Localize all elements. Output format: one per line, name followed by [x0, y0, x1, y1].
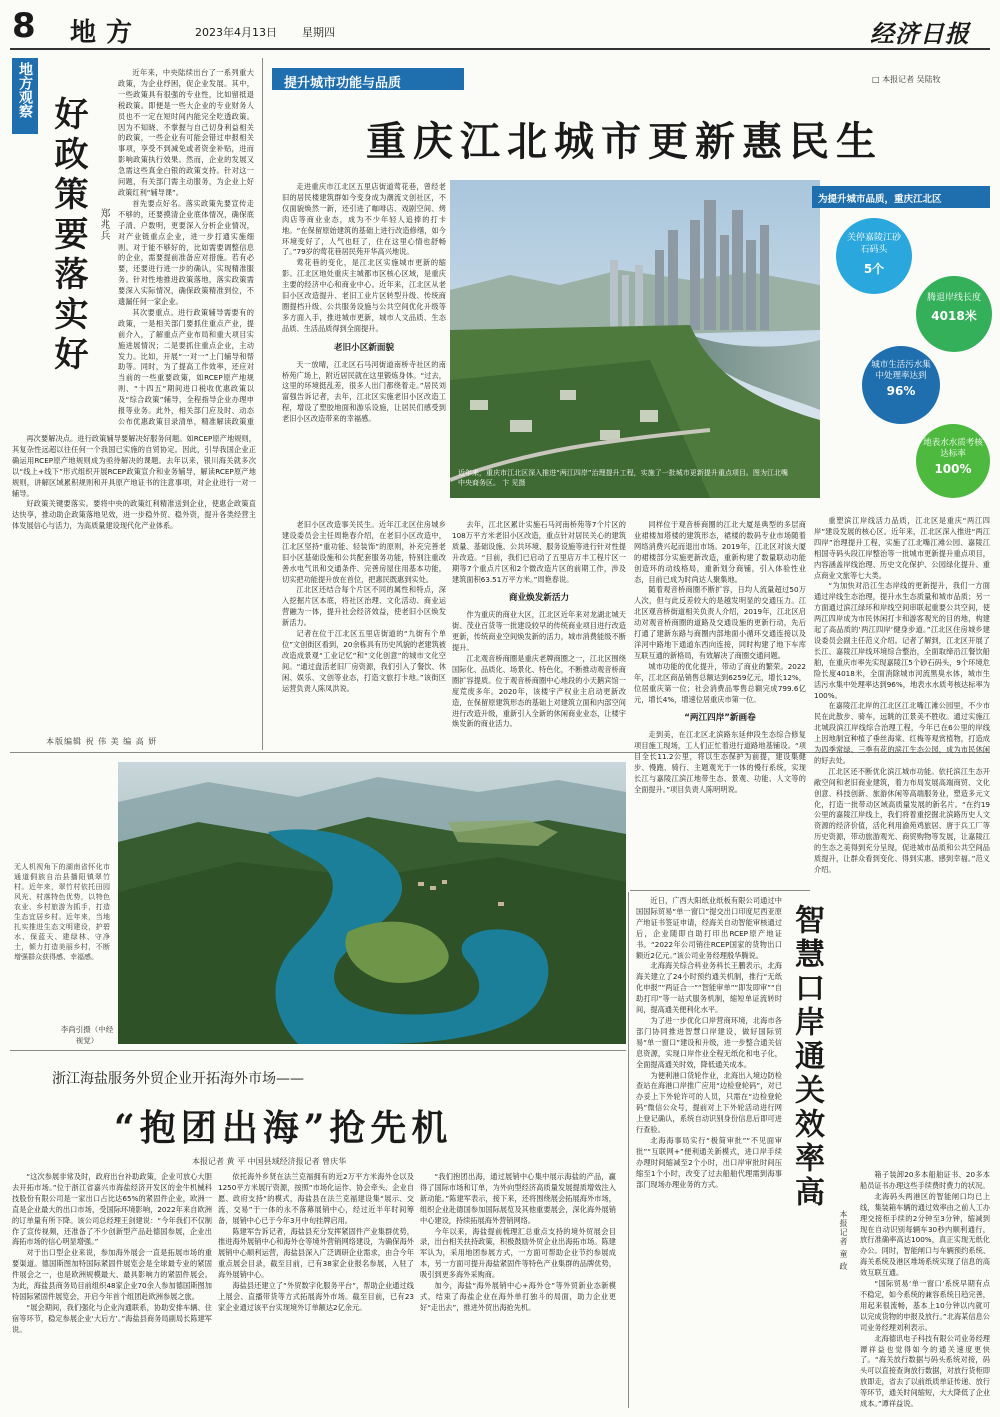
zhejiang-column-2 — [218, 1172, 414, 1408]
stat-bubble — [916, 276, 992, 352]
chongqing-column-4 — [814, 516, 990, 1162]
chongqing-paragraph: 老旧小区改造事关民生。近年江北区住房城乡建设委员会主任周艳春介绍，在老旧小区改造中，江北区坚持“重功能、轻装饰”的原则，补充完善老旧小区基础设施和公共配套服务功能，特别注重改善水电气讯和交通条件、完善房屋住用基本功能，切实把功能提升放在首位，把惠民既惠到实处。 — [282, 520, 446, 584]
zhejiang-paragraph: 依托海外乡贤在法兰克福拥有的近2万平方米海外仓以及1250平方米展厅资源，按照“市场化运作、协会牵头、企业自愿、政府支持”的模式，海盐县在法兰克福建设集“展示、交流、交易”于一体的永不落幕展销中心，经过近半年时间筹备，展销中心已于今年3月中旬挂牌启用。 — [218, 1172, 414, 1225]
chongqing-paragraph: 同样位于观音桥商圈的江北大厦是典型的多层商业裙楼加塔楼的建筑形态，裙楼的数码专业市场随着网络消费兴起而退出市场。2019年，江北区对该大厦的裙楼部分实施更新改造，重新构建了数量联动功能创造环的动线格局，重新划分商铺，引入体验性业态，目前已成为时尚达人聚集地。 — [634, 520, 806, 584]
zhejiang-paragraph: “我们抱团出海，通过展销中心集中展示海盐的产品，赢得了国际市场和订单，为外向型经济高质量发展提质增效注入新动能。”陈建军表示，接下来，还将围绕展会拓展海外市场，组织企业赴德国参加国际展览及其他重要展会，深化海外展销中心建设，持续拓展海外营销网络。 — [420, 1172, 616, 1225]
zhejiang-column-3 — [420, 1172, 616, 1408]
jiangbei-cityscape-photo — [450, 180, 820, 498]
masthead-logo: 经济日报 — [870, 19, 970, 48]
page-number: 8 — [12, 6, 36, 46]
commentary-author: 郑兆兵 — [98, 208, 109, 241]
chongqing-subhead: 老旧小区新面貌 — [333, 342, 395, 353]
commentary-paragraph: 近年来，中央陆续出台了一系列重大政策，为企业纾困，促企业发展。其中，一些政策具有很强的专业性，比如留抵退税政策。即便是一些大企业的专业财务人员也不一定在短时间内能完全吃透政策。因为不知晓、不掌握与自己切身利益相关的政策，一些企业有可能会错过申报相关事项，享受不到减免或者资金补贴，进而影响政策执行效果。然而，企业的发展又急需这些真金白银的政策支持。针对这一问题，有关部门需主动服务，为企业上好政策红利“辅导课”。 — [118, 68, 254, 197]
header-rule — [10, 48, 990, 50]
commentary-column-bottom — [12, 434, 256, 724]
chongqing-paragraph: 江北区还结合每个片区不同的属性和特点，深入挖掘片区本底，将社区治理、文化活动、商业运营融为一体，提升社会经济效益，使老旧小区焕发新活力。 — [282, 585, 446, 628]
chongqing-paragraph: 去年，江北区累计实施石马河南桥苑等7个片区的108万平方米老旧小区改造，重点针对居民关心的建筑质量、基础设施、公共环境、服务设施等进行针对性提升改造。“目前，我们已启动了五里店万丰工程片区一期等7个重点片区和2个微改造片区的前期工作，涉及建筑面积63.51万平方米。”周艳春说。 — [452, 520, 626, 584]
chongqing-paragraph: 江北区还不断优化滨江城市功能。依托滨江生态开敞空间和老旧商业建筑，着力布局发展高端商贸、文化创意、科技创新、旅游休闲等高端服务业，塑造多元文化，打造一批带动区域高质量发展的新名片。“在约19公里的嘉陵江岸线上，我们将着重挖掘北滨路历史人文资源的经济价值，活化利用渝苑鸡旅居、唐于兵工厂等历史资源，带动旅游观光、商贸购物等发展，让嘉陵江的生态之美得到充分呈现，促进城市品质和公共空间品质提升，让群众看到变化、得到实惠、感到幸福。”范义介绍。 — [814, 766, 990, 874]
editors-credit: 本版编辑 祝 伟 美 编 高 妍 — [46, 737, 158, 746]
smart-port-paragraph: 北海海事局实行“极简审批”“不见面审批”“互联网+”便利通关新模式，进口岸手续办理时间缩减至2个小时，出口岸审批时间压缩至1个小时，改变了过去船舶代理需到海事部门现场办理业务的方式。 — [636, 1135, 782, 1189]
commentary-paragraph: 再次要解决点。进行政策辅导要解决好服务问题。如RCEP原产地规则，其复杂性远超以往任何一个我国已实施的自贸协定。因此，引导我国企业正确运用RCEP原产地规则成为亟待解决的课题。去年以来，银川海关就多次以“线上+线下”形式组织开展RCEP政策宣介和业务辅导，解读RCEP原产地规则，讲解区域累积规则和开具原产地证书的注意事项，对企业进行一对一辅导。 — [12, 434, 256, 498]
infobox-title: 为提升城市品质，重庆江北区 — [818, 194, 942, 205]
chongqing-kicker-text: 提升城市功能与品质 — [284, 76, 402, 91]
zhejiang-right-divider — [628, 892, 629, 1408]
commentary-title: 好政策要落实好 — [48, 96, 88, 376]
chongqing-paragraph: 记者在位于江北区五里店街道的“九街有个单位”文创街区看到，20余栋具有历史风貌的老建筑被改造成景观“工业记忆”和“文化创意”的城市文化空间。“通过盘活老旧厂房资源，我们引入了餐饮、休闲、娱乐、文创等业态，打造文旅打卡地。”该街区运营负责人陈凤洪说。 — [282, 629, 446, 693]
smart-port-paragraph: “国际贸易‘单一窗口’系统早期有点不稳定，如今系统的兼容系统日趋完善，用起来很流畅，基本上10分钟以内就可以完成货物的申报及放行。”北海某信息公司业务经理刘利表示。 — [860, 1279, 990, 1332]
zhejiang-title: “抱团出海”抢先机 — [114, 1107, 453, 1149]
scenic-credit: 李尚引摄（中经视觉） — [60, 1025, 114, 1045]
scenic-bottom-rule — [10, 1050, 626, 1051]
chongqing-subhead: 商业焕发新活力 — [508, 593, 570, 604]
chongqing-paragraph: 走进重庆市江北区五里店街道莺花巷，曾经老旧的居民楼建筑群如今变身成为潮流文创社区，不仅面貌焕然一新，还引进了咖啡店、戏剧空间、烤肉店等商业业态，成为不少年轻人追捧的打卡地。“在保留原始建筑的基础上进行改造修缮，如今环境变好了，人气也旺了，住在这里心情也舒畅了。”79岁的莺花巷居民苑开华高兴地说。 — [282, 182, 446, 257]
chongqing-lead-column — [282, 182, 446, 518]
stat-value: 4018米 — [931, 309, 977, 323]
issue-date: 2023年4月13日 — [195, 26, 277, 39]
left-divider — [262, 58, 263, 750]
chongqing-paragraph: 在嘉陵江北岸的江北区江北嘴江滩公园里，不少市民在此散步、骑车，远眺的江景美不胜收。通过实施江北城段滨江岸线综合治理工程，今年已在6公里的岸线上因地制宜种植了垂丝海棠、红梅等观赏植物，打造成为四季常绿、三季有花的滨江生态公园，成为市民休闲的好去处。 — [814, 701, 990, 765]
smart-port-paragraph: 箱子装卸20多本船舶证书、20多本船员证书办理这些手续费时费力的状况。 — [860, 1170, 990, 1190]
zhejiang-paragraph: “展会期间，我们强化与企业沟通联系，协助安排车辆、住宿等环节，稳定参展企业‘大后方’。”海盐县商务局副局长陈建军说。 — [12, 1302, 212, 1334]
stat-bubble — [916, 424, 990, 498]
zhejiang-paragraph: 今年以来，海盐提前梳理汇总重点支持的境外贸展会目录，出台相关扶持政策，积极鼓励外贸企业出海拓市场。陈建军认为，采用地团参展方式，一方面可帮助企业节约参展成本，另一方面可提升海盐紧固件等特色产业集群的品牌优势，吸引到更多海外采购商。 — [420, 1226, 616, 1280]
smart-port-paragraph: 北海码头两港区的智能闸口均已上线，集装箱车辆的通过效率由之前人工办理交接柜手续的2分钟至3分钟，缩减到现在自动识别每辆车30秒内顺利通行，放行准确率高达100%，真正实现无纸化办公。同时，智能闸口与车辆预约系统、海关系统及港区堆场系统实现了信息的高效互联互通。 — [860, 1191, 990, 1278]
smart-port-paragraph: 北海海关综合科业务科长王鹏表示，北海海关建立了24小时预约通关机制，推行“无纸化申报”“两证合一”“智能审单”“即发即审”“自助打印”等一站式服务机制，缩短单证流转时间，提高通关便利化水平。 — [636, 961, 782, 1015]
stat-value: 100% — [934, 462, 972, 476]
commentary-tag-text: 地方观察 — [17, 62, 33, 118]
zhejiang-column-1 — [12, 1172, 212, 1408]
scenic-caption: 无人机视角下的湖南省怀化市通道侗族自治县播阳镇翠竹村。近年来，翠竹村依托田园风光、村落特色优势，以特色农业、乡村旅游为抓手，打造生态宜居乡村。近年来，当地扎实推进生态文明建设，护碧水、保蓝天、建绿林、守净土，倾力打造美丽乡村，不断增强群众获得感、幸福感。 — [14, 863, 110, 961]
chongqing-column-2 — [452, 520, 626, 746]
smart-port-paragraph: 近日，广西大阳纸业纸板有限公司通过中国国际贸易“单一窗口”提交出口印度尼西亚原产地证书签证申请，经海关自动智能审核通过后，企业随即自助打印出RCEP原产地证书。“2022年公司销往RCEP国家的货物出口额近2亿元。”该公司业务经理殷华腾说。 — [636, 896, 782, 960]
chongqing-column-1 — [282, 520, 446, 746]
stat-label: 城市生活污水集中处理率达到 — [871, 360, 931, 381]
zhejiang-paragraph: 加今，海盐“海外展销中心+海外仓”等外贸新业态新模式，结束了海盐企业在海外单打独斗的局面，助力企业更好“走出去”，推进外贸出海抢先机。 — [420, 1281, 616, 1312]
chongqing-paragraph: 随着观音桥商圈不断扩容，日均人流量超过50万人次，但与此反差较大的是越发明显的交通压力。江北区观音桥街道相关负责人介绍，2019年，江北区启动对观音桥商圈的道路及交通设施的更新行动，先后打通了建新东路与商圈内部地面小循环交通连接以及洋河中路地下通道东西向连接，同时构建了地下车库互联互通的新格局，有效解决了商圈交通问题。 — [634, 585, 806, 660]
zhejiang-paragraph: 陈建军告诉记者，海盐县充分发挥紧固件产业集群优势，推进海外展销中心和海外仓等境外营销网络建设，为确保海外展销中心顺利运营，海盐县深入广泛调研企业需求，由合今年重点展会目录，截至目前，已有38家企业报名参展，入驻了海外展销中心。 — [218, 1226, 414, 1280]
smart-port-paragraph: 为了进一步优化口岸营商环境，北海市各部门协同推进智慧口岸建设，做好国际贸易“单一窗口”建设和升级，进一步整合通关信息资源，实现口岸作业全程无纸化和电子化，全面提高通关时效，降低通关成本。 — [636, 1015, 782, 1069]
smart-port-paragraph: 为便利港口货轮作业，北海出入境边防检查站在海港口岸推广应用“边检登轮码”，对已办妥上下外轮许可的人员，只需在“边检登轮码”微信公众号，提前对上下外轮活动进行网上登记确认，系统自动识别身份信息后即可进行查验。 — [636, 1070, 782, 1135]
stat-bubble — [836, 218, 912, 294]
issue-weekday: 星期四 — [302, 26, 335, 39]
stat-value: 5个 — [863, 262, 885, 276]
commentary-column — [118, 68, 254, 428]
smart-port-paragraph: 北海德讯电子科技有限公司业务经理谭祥益也觉得如今的通关速度更快了。“海关放行数据与码头系统对接，码头可以直接查询放行数据，对放行货柜即放即走，省去了以前纸质单证传递、放行等环节，通关时间缩短，大大降低了企业成本。”谭祥益说。 — [860, 1333, 990, 1408]
chongqing-paragraph: 重塑滨江岸线活力品质，江北区是重庆“两江四岸”建设发展的核心区。近年来，江北区深入推进“两江四岸”治理提升工程，实施了江北嘴江滩公园、嘉陵江相国寺码头段江岸整治等一批城市更新提升重点项目，内容涵盖岸线治理、历史文化保护、公园绿化提升、重点商业文旅等七大类。 — [814, 516, 990, 580]
stat-label: 腾退岸线长度 — [926, 293, 981, 303]
chongqing-paragraph: 城市功能的优化提升，带动了商业的繁荣。2022年，江北区商品销售总额达到6259亿元，增长12%，位居重庆第一位；社会消费品零售总额完成799.6亿元，增长4%，增速位居重庆市第一位。 — [634, 661, 806, 704]
chongqing-subhead: “两江四岸”新画卷 — [684, 713, 756, 724]
chongqing-paragraph: 江北观音桥商圈是重庆老牌商圈之一，江北区围绕国际化、品质化、场景化、特色化，不断推动观音桥商圈扩容提质。位于观音桥商圈中心地段的小天鹅宾馆一度荒废多年。2020年，该楼宇产权业主启动更新改造，在保留原建筑形态的基础上对建筑立面和内部空间进行改造升级，重新引入全新的休闲商业业态，让楼宇焕发新的商业活力。 — [452, 653, 626, 729]
chongqing-byline: □ 本报记者 吴陆牧 — [872, 75, 941, 84]
jiangbei-photo-caption: 近年来，重庆市江北区深入推进“两江四岸”治理提升工程，实施了一批城市更新提升重点项目。图为江北嘴中央商务区。 卞 见摄 — [458, 469, 788, 487]
chongqing-paragraph: 天一放晴，江北区石马河街道南桥寺社区的南桥苑广场上，附近居民就在这里锻炼身体。“过去，这里的环境挺乱差，很多人出门都绕着走。”居民刘富强告诉记者，去年，江北区实施老旧小区改造工程，增设了塑胶地面和游乐设施，让居民们感受到老旧小区改造带来的幸福感。 — [282, 359, 446, 424]
section-title: 地方 — [70, 18, 143, 48]
chongqing-paragraph: 作为重庆的商业大区，江北区近年来对龙湖北城天街、茂业百货等一批建设较早的传统商业项目进行改造更新，传统商业空间焕发新的活力，城市消费能级不断提升。 — [452, 610, 626, 653]
zhejiang-kicker: 浙江海盐服务外贸企业开拓海外市场—— — [52, 1071, 304, 1087]
zhejiang-byline: 本报记者 黄 平 中国县域经济报记者 曾庆华 — [192, 1157, 347, 1166]
commentary-paragraph: 其次要重点。进行政策辅导需要有的政策，一是相关部门要抓住重点产业，提前介入，了解重点产业布局和重大项目实施进展情况；二是要抓住重点企业，主动发力。比如，开展“一对一”上门辅导和帮助等。同时，为了提高工作效率，还应对当前的一些重要政策，如RCEP原产地规则、“十四五”期间进口税收优惠政策以及“综合政策”辅导，全程指导企业办理申报等业务。此外，相关部门应及时、动态公布优惠政策目录清单，精准解读政策重 — [118, 307, 254, 426]
stat-bubble — [862, 346, 940, 424]
commentary-paragraph: 首先要点好名。落实政策先要宣传走不够的，还要摸清企业底体情况，确保底子清、户数明，更要深入分析企业情况，对产业链重点企业，进一步打通实施细则。对于能不够好的，比如需要调整信息的企业，需要提前准备应对措施。若有必要，还要进行进一步的确认，实现精准服务。针对性地推进政策落地，落实政策需要深入实际情况，确保政策精准到位，不遗漏任何一家企业。 — [118, 198, 254, 307]
zhejiang-paragraph: 对于出口型企业来说，参加海外展会一直是拓展市场的重要渠道。德国斯图加特国际紧固件展览会是全球最专业的紧固件展会之一，也是欧洲规模最大、最具影响力的紧固件展会。为此，海盐县商务局目前组织48家企业70余人参加德国斯图加特国际紧固件展览会，开启今年首个组团赴欧洲参展之旅。 — [12, 1248, 212, 1301]
chongqing-title: 重庆江北城市更新惠民生 — [366, 118, 883, 165]
zhejiang-paragraph: 海盐县还建立了“外贸数字化服务平台”，帮助企业通过线上展会、直播带货等方式拓展海外市场。截至目前，已有23家企业通过该平台实现境外订单额达2亿余元。 — [218, 1281, 414, 1312]
smart-port-column-1 — [636, 896, 782, 1408]
chongqing-paragraph: 莺花巷的变化，是江北区实施城市更新的缩影。江北区地处重庆主城都市区核心区域，是重庆主要的经济中心和商业中心。近年来，江北区从老旧小区改造提升、老旧工业片区转型升级、传统商圈提档升级、公共服务设施与公共空间优化升级等多方面入手，推进城市更新，城市人文品质、生态品质、生活品质得到全面提升。 — [282, 258, 446, 333]
stat-label: 关停嘉陵江砂石码头 — [846, 233, 901, 255]
smart-port-byline: 本报记者 童 政 — [839, 1210, 848, 1272]
zhejiang-paragraph: “这次参展非常及时，政府出台补助政策，企业可放心大胆去开拓市场。”位于浙江省嘉兴市海盐经济开发区的金牛机械科技股份有限公司是一家出口占比达65%的紧固件企业，欧洲一直是企业最大的出口市场，受国际环境影响，2022年来自欧洲的订单量有所下降。该公司总经理王剑建说：“今年我们不仅制作了宣传视频，还准备了不少创新型产品赴德国参展，企业出海拓市场的信心明显增强。” — [12, 1172, 212, 1247]
commentary-paragraph: 好政策关键要落实。要将中央的政策红利精准送到企业，使惠企政策直达快享，推动助企政策落地见效，进一步稳外贸、稳外资，提升各类经营主体发展信心与活力，为高质量建设现代化产业体系。 — [12, 499, 256, 531]
chongqing-paragraph: 走到美，在江北区北滨路东延伸段生态综合修复项目施工现场，工人们正忙着进行道路地基铺设。“项目全长11.2公里，将以生态保护为前提，建设集健步、慢跑、骑行、主题观光于一体的慢行系统，实现长江与嘉陵江滨江地带生态、景观、功能、人文等的全面提升。”项目负责人陈明明说。 — [634, 730, 806, 794]
tongdao-river-photo — [118, 762, 626, 1044]
stat-label: 地表水水质考核达标率 — [923, 438, 983, 459]
chongqing-paragraph: “为加快对沿江生态岸线的更新提升，我们一方面通过岸线生态治理，提升水生态质量和城市品质；另一方面通过滨江绿环和岸线空间串联起重要公共空间，使两江四岸成为市民休闲打卡和游客观光的目的地，构建起了高品质的‘两江四岸’健身步道。”江北区住房城乡建设委员会副主任范义介绍。记者了解到，江北区开展了长江、嘉陵江岸线环境综合整治，全面取缔沿江餐饮船舶，在重庆市率先实现嘉陵江5个砂石码头，9个环境危险长度4018米，全面消除城市河流黑臭水体，城市生活污水集中处理率达到96%，地表水水质考核达标率为100%。 — [814, 581, 990, 700]
smart-port-column-2 — [860, 1170, 990, 1408]
chongqing-column-3 — [634, 520, 806, 880]
stat-value: 96% — [886, 384, 916, 398]
commentary-tag — [12, 58, 38, 134]
chongqing-bottom-rule — [630, 890, 810, 891]
smart-port-title: 智慧口岸通关效率高 — [789, 904, 824, 1210]
